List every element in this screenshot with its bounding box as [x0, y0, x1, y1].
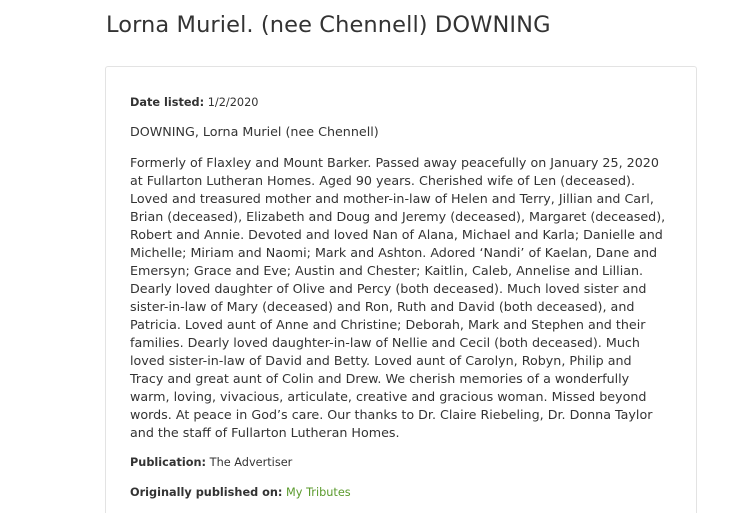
body-line: sister-in-law of Mary (deceased) and Ron, Ruth and David (both deceased), and: [130, 299, 635, 314]
body-line: at Fullarton Lutheran Homes. Aged 90 years. Cherished wife of Len (deceased).: [130, 173, 635, 188]
body-line: Robert and Annie. Devoted and loved Nan of Alana, Michael and Karla; Danielle and: [130, 227, 663, 242]
body-line: Dearly loved daughter of Olive and Percy (both deceased). Much loved sister and: [130, 281, 647, 296]
date-listed-value: 1/2/2020: [207, 96, 259, 109]
my-tributes-link[interactable]: My Tributes: [286, 486, 351, 499]
body-line: Brian (deceased), Elizabeth and Doug and Jeremy (deceased), Margaret (deceased),: [130, 209, 666, 224]
body-line: Tracy and great aunt of Colin and Drew. We cherish memories of a wonderfully: [130, 371, 630, 386]
body-line: Patricia. Loved aunt of Anne and Christine; Deborah, Mark and Stephen and their: [130, 317, 646, 332]
originally-published: [130, 486, 351, 499]
body-line: families. Dearly loved daughter-in-law of Nellie and Cecil (both deceased). Much: [130, 335, 640, 350]
body-line: Emersyn; Grace and Eve; Austin and Chester; Kaitlin, Caleb, Annelise and Lillian.: [130, 263, 644, 278]
obituary-body: [130, 154, 680, 442]
body-line: loved sister-in-law of David and Betty. Loved aunt of Carolyn, Robyn, Philip and: [130, 353, 632, 368]
body-line: Loved and treasured mother and mother-in-law of Helen and Terry, Jillian and Carl,: [130, 191, 654, 206]
deceased-name-line: DOWNING, Lorna Muriel (nee Chennell): [130, 124, 379, 139]
body-line: warm, loving, vivacious, articulate, creative and gracious woman. Missed beyond: [130, 389, 647, 404]
body-line: Michelle; Miriam and Naomi; Mark and Ashton. Adored ‘Nandi’ of Kaelan, Dane and: [130, 245, 658, 260]
body-line: and the staff of Fullarton Lutheran Homes.: [130, 425, 400, 440]
date-listed-label: Date listed:: [130, 96, 205, 109]
publication: [130, 456, 292, 469]
body-line: Formerly of Flaxley and Mount Barker. Passed away peacefully on January 25, 2020: [130, 155, 659, 170]
page-title: Lorna Muriel. (nee Chennell) DOWNING: [106, 12, 551, 38]
publication-value: The Advertiser: [209, 456, 293, 469]
originally-published-label: Originally published on:: [130, 486, 283, 499]
date-listed: [130, 96, 258, 109]
body-line: words. At peace in God’s care. Our thanks to Dr. Claire Riebeling, Dr. Donna Taylor: [130, 407, 653, 422]
publication-label: Publication:: [130, 456, 207, 469]
